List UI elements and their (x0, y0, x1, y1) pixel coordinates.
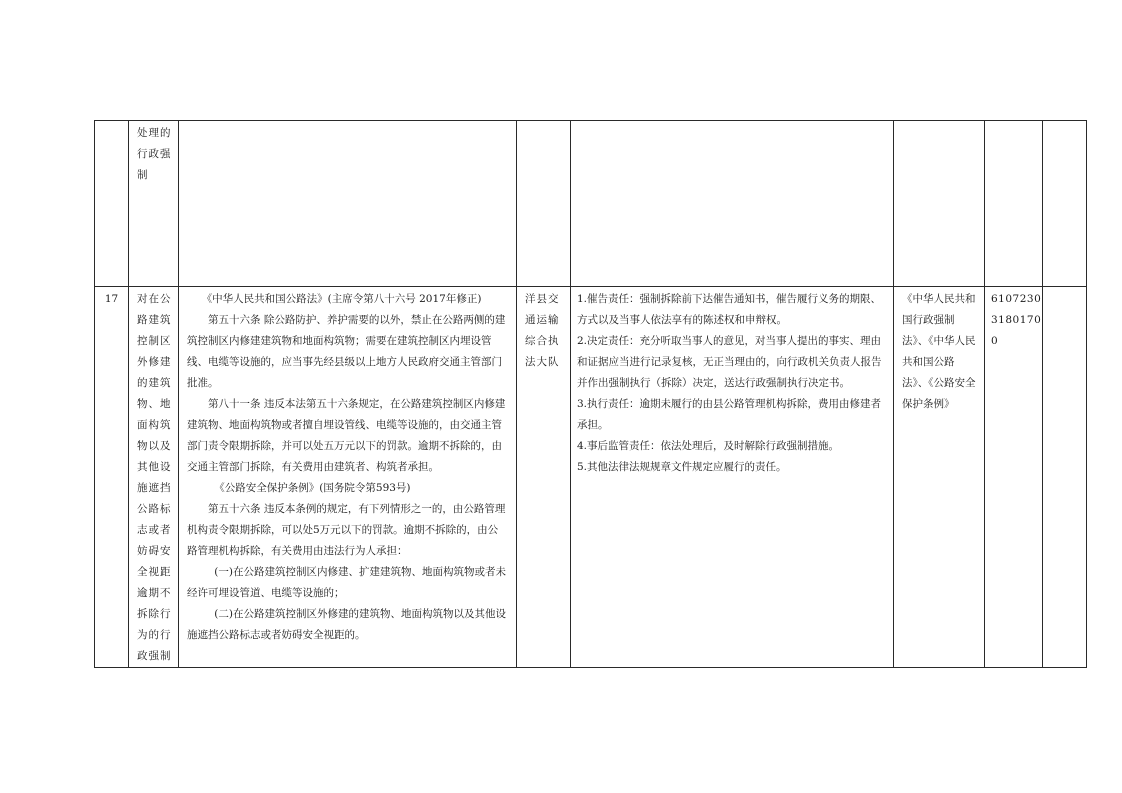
table-row-continued (95, 121, 1087, 287)
basis-article: 第五十六条 除公路防护、养护需要的以外，禁止在公路两侧的建筑控制区内修建建筑物和地面构筑物；需要在建筑控制区内埋设管线、电缆等设施的，应当事先经县级以上地方人民政府交通主管部门批准。 (187, 314, 506, 389)
code-cell: 610723031801700 (985, 287, 1043, 668)
responsibility-item: 4.事后监管责任：依法处理后，及时解除行政强制措施。 (577, 440, 840, 452)
index-cell: 17 (95, 287, 129, 668)
unit-cell: 洋县交通运输综合执法大队 (517, 287, 571, 668)
responsibility-item: 3.执行责任：逾期未履行的由县公路管理机构拆除，费用由修建者承担。 (577, 398, 882, 431)
basis-article: 第五十六条 违反本条例的规定，有下列情形之一的，由公路管理机构责令限期拆除，可以处5万元以下的罚款。逾期不拆除的，由公路管理机构拆除，有关费用由违法行为人承担： (187, 503, 506, 557)
basis-cell (179, 287, 517, 668)
basis-law-title: 《中华人民共和国公路法》(主席令第八十六号 2017年修正) (201, 293, 482, 305)
basis-clause: (二)在公路建筑控制区外修建的建筑物、地面构筑物以及其他设施遮挡公路标志或者妨碍安全视距的。 (187, 608, 506, 641)
basis-cell (179, 121, 517, 287)
basis-law-title: 《公路安全保护条例》(国务院令第593号) (214, 482, 411, 494)
table-row-17 (95, 287, 1087, 668)
responsibility-cell (571, 287, 894, 668)
power-list-table (94, 120, 1087, 668)
item-name-cell: 对在公路建筑控制区外修建的建筑物、地面构筑物以及其他设施遮挡公路标志或者妨碍安全视距逾期不拆除行为的行政强制 (129, 287, 179, 668)
responsibility-item: 2.决定责任：充分听取当事人的意见，对当事人提出的事实、理由和证据应当进行记录复核，无正当理由的，向行政机关负责人报告并作出强制执行（拆除）决定，送达行政强制执行决定书。 (577, 335, 882, 389)
basis-article: 第八十一条 违反本法第五十六条规定，在公路建筑控制区内修建建筑物、地面构筑物或者擅自埋设管线、电缆等设施的，由交通主管部门责令限期拆除，并可以处五万元以下的罚款。逾期不拆除的，由交通主管部门拆除，有关费用由建筑者、构筑者承担。 (187, 398, 506, 473)
responsibility-cell (571, 121, 894, 287)
responsibility-item: 1.催告责任：强制拆除前下达催告通知书，催告履行义务的期限、方式以及当事人依法享有的陈述权和申辩权。 (577, 293, 882, 326)
unit-cell (517, 121, 571, 287)
note-cell (1043, 287, 1087, 668)
responsibility-item: 5.其他法律法规规章文件规定应履行的责任。 (577, 461, 787, 473)
code-cell (985, 121, 1043, 287)
note-cell (1043, 121, 1087, 287)
item-name-cell: 处理的行政强制 (129, 121, 179, 287)
law-cell: 《中华人民共和国行政强制法》、《中华人民共和国公路法》、《公路安全保护条例》 (894, 287, 985, 668)
basis-clause: (一)在公路建筑控制区内修建、扩建建筑物、地面构筑物或者未经许可埋设管道、电缆等设施的； (187, 566, 506, 599)
law-cell (894, 121, 985, 287)
index-cell (95, 121, 129, 287)
